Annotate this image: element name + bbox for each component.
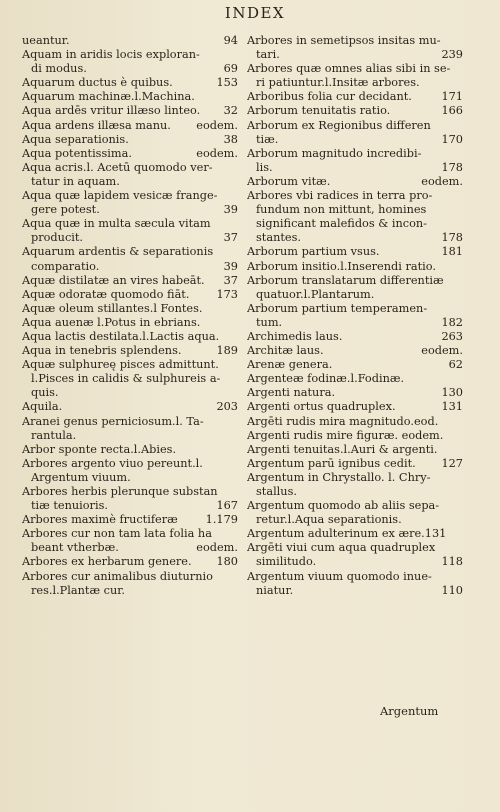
page-reference: 127 — [441, 456, 463, 470]
entry-text: Arbores cur animalibus diuturnio — [22, 569, 213, 583]
entry-text: comparatio. — [31, 259, 100, 273]
index-entry — [247, 189, 465, 245]
index-entry — [22, 485, 240, 513]
entry-text: Arbores ex herbarum genere. — [22, 555, 192, 569]
index-entry — [22, 189, 240, 217]
entry-line — [247, 485, 465, 499]
page-reference: 69 — [223, 62, 238, 76]
entry-text: quis. — [31, 386, 59, 400]
entry-text: similitudo. — [256, 555, 317, 569]
index-entry — [247, 400, 465, 414]
entry-text: gere potest. — [31, 203, 100, 217]
entry-line — [247, 203, 465, 217]
entry-line — [247, 189, 465, 203]
entry-text: Argenti tenuitas.l.Auri & argenti. — [247, 442, 438, 456]
entry-text: Aqua quæ in multa sæcula vitam — [22, 217, 211, 231]
entry-line — [22, 584, 240, 598]
index-entry — [22, 457, 240, 485]
index-entry — [247, 260, 465, 274]
page-reference: 62 — [448, 358, 463, 372]
entry-text: Argenti natura. — [247, 386, 336, 400]
entry-text: Arborum partium vsus. — [247, 245, 380, 259]
page-reference: eodem. — [421, 174, 463, 188]
index-entry — [22, 274, 240, 288]
entry-line — [247, 288, 465, 302]
entry-line — [247, 302, 465, 316]
entry-line — [247, 372, 465, 386]
entry-text: Argēti rudis mira magnitudo.eod. — [247, 414, 439, 428]
entry-text: ri patiuntur.l.Insitæ arbores. — [256, 76, 420, 90]
index-entry — [22, 76, 240, 90]
entry-text: Architæ laus. — [247, 344, 324, 358]
index-entry — [22, 34, 240, 48]
entry-line — [247, 133, 465, 147]
entry-line — [247, 400, 465, 414]
index-entry — [247, 344, 465, 358]
entry-line — [247, 330, 465, 344]
entry-text: Arborum translatarum differentiæ — [247, 273, 444, 287]
entry-line — [247, 316, 465, 330]
entry-line — [22, 429, 240, 443]
entry-text: Arboribus folia cur decidant. — [247, 90, 412, 104]
entry-text: Arbores maximè fructiferæ — [22, 513, 178, 527]
index-entry — [22, 358, 240, 400]
entry-line — [22, 76, 240, 90]
entry-text: stantes. — [256, 231, 301, 245]
entry-text: Argenti rudis mire figuræ. eodem. — [247, 428, 444, 442]
entry-text: Argentum viuum. — [31, 470, 131, 484]
entry-line — [22, 217, 240, 231]
index-entry — [22, 245, 240, 273]
index-entry — [247, 527, 465, 541]
page-reference: 263 — [441, 329, 463, 343]
entry-line — [247, 175, 465, 189]
page-reference: 37 — [223, 231, 238, 245]
entry-line — [247, 344, 465, 358]
entry-line — [22, 386, 240, 400]
page-reference: 180 — [216, 555, 238, 569]
entry-text: Aqua ardēs vritur illæso linteo. — [22, 104, 201, 118]
entry-line — [22, 485, 240, 499]
entry-text: Aquarum ardentis & separationis — [22, 245, 214, 259]
entry-line — [22, 274, 240, 288]
page-reference: 118 — [441, 555, 463, 569]
entry-text: Arbor sponte recta.l.Abies. — [22, 442, 177, 456]
page-reference: eodem. — [421, 344, 463, 358]
page-reference: 131 — [441, 400, 463, 414]
entry-line — [247, 245, 465, 259]
entry-text: Arbores quæ omnes alias sibi in se- — [247, 62, 451, 76]
entry-text: ueantur. — [22, 34, 70, 47]
entry-text: Archimedis laus. — [247, 329, 343, 343]
index-entry — [247, 415, 465, 429]
index-entry — [247, 175, 465, 189]
index-entry — [22, 570, 240, 598]
entry-text: Aqua potentissima. — [22, 146, 132, 160]
entry-line — [22, 104, 240, 118]
index-entry — [247, 245, 465, 259]
entry-text: rantula. — [31, 428, 77, 442]
entry-line — [247, 570, 465, 584]
entry-line — [247, 161, 465, 175]
entry-text: tatur in aquam. — [31, 174, 120, 188]
index-entry — [22, 48, 240, 76]
entry-line — [22, 471, 240, 485]
entry-text: Aquam in aridis locis exploran- — [22, 48, 200, 62]
entry-line — [22, 555, 240, 569]
page-reference: 130 — [441, 386, 463, 400]
page-reference: eodem. — [196, 541, 238, 555]
entry-text: Aquila. — [22, 400, 63, 414]
page-reference: 173 — [216, 287, 238, 301]
index-entry — [22, 316, 240, 330]
entry-line — [22, 133, 240, 147]
entry-line — [22, 147, 240, 161]
entry-line — [22, 260, 240, 274]
entry-line — [22, 513, 240, 527]
entry-line — [247, 513, 465, 527]
entry-line — [247, 541, 465, 555]
page-reference: 239 — [441, 48, 463, 62]
index-entry — [22, 443, 240, 457]
entry-text: Argenti ortus quadruplex. — [247, 400, 396, 414]
index-entry — [22, 288, 240, 302]
index-entry — [247, 147, 465, 175]
page-reference: 189 — [216, 344, 238, 358]
entry-text: Aquæ sulphureę pisces admittunt. — [22, 358, 219, 372]
entry-line — [22, 161, 240, 175]
index-entry — [247, 443, 465, 457]
entry-text: Aquæ distilatæ an vires habeāt. — [22, 273, 205, 287]
page-reference: 37 — [223, 273, 238, 287]
entry-line — [247, 147, 465, 161]
entry-line — [247, 90, 465, 104]
index-column-right — [247, 34, 465, 598]
page-reference: 170 — [441, 132, 463, 146]
index-entry — [22, 217, 240, 245]
entry-line — [247, 471, 465, 485]
entry-line — [22, 34, 240, 48]
page-reference: 38 — [223, 132, 238, 146]
entry-text: Aquarum machinæ.l.Machina. — [22, 90, 195, 104]
entry-text: tum. — [256, 315, 283, 329]
entry-line — [22, 231, 240, 245]
entry-line — [247, 527, 465, 541]
entry-line — [22, 203, 240, 217]
entry-line — [22, 175, 240, 189]
page-reference: 178 — [441, 160, 463, 174]
entry-text: Arborum vitæ. — [247, 174, 331, 188]
entry-line — [247, 429, 465, 443]
entry-text: Aquæ odoratæ quomodo fiāt. — [22, 287, 190, 301]
entry-line — [247, 499, 465, 513]
entry-text: Arbores vbi radices in terra pro- — [247, 189, 433, 203]
index-entry — [247, 457, 465, 471]
page-reference: eodem. — [196, 118, 238, 132]
entry-line — [22, 443, 240, 457]
index-entry — [247, 499, 465, 527]
index-entry — [22, 147, 240, 161]
index-entry — [247, 104, 465, 118]
entry-line — [22, 189, 240, 203]
entry-text: Aqua lactis destilata.l.Lactis aqua. — [22, 329, 220, 343]
index-entry — [22, 555, 240, 569]
page-reference: 94 — [223, 34, 238, 47]
entry-line — [22, 90, 240, 104]
entry-text: stallus. — [256, 485, 297, 498]
index-entry — [22, 133, 240, 147]
entry-line — [22, 119, 240, 133]
entry-line — [247, 34, 465, 48]
index-entry — [247, 471, 465, 499]
entry-text: res.l.Plantæ cur. — [31, 583, 126, 597]
entry-text: significant malefidos & incon- — [256, 217, 427, 231]
entry-line — [22, 48, 240, 62]
entry-text: Aquarum ductus è quibus. — [22, 76, 173, 90]
entry-line — [247, 119, 465, 133]
index-entry — [22, 302, 240, 316]
entry-text: Arbores herbis plerunque substan — [22, 485, 218, 498]
entry-line — [247, 48, 465, 62]
entry-text: Arenæ genera. — [247, 358, 333, 372]
index-entry — [22, 527, 240, 555]
entry-text: Arborum partium temperamen- — [247, 301, 428, 315]
entry-text: niatur. — [256, 583, 294, 597]
entry-line — [247, 260, 465, 274]
entry-text: Aranei genus perniciosum.l. Ta- — [22, 414, 204, 428]
entry-line — [22, 245, 240, 259]
entry-text: Argentum in Chrystallo. l. Chry- — [247, 470, 431, 484]
entry-text: Argentum parū ignibus cedit. — [247, 456, 416, 470]
index-entry — [22, 330, 240, 344]
page-reference: eodem. — [196, 146, 238, 160]
catchword: Argentum — [380, 704, 439, 718]
entry-line — [247, 386, 465, 400]
index-entry — [247, 302, 465, 330]
entry-text: Aqua auenæ l.Potus in ebrians. — [22, 315, 201, 329]
entry-text: Argenteæ fodinæ.l.Fodinæ. — [247, 372, 405, 386]
entry-text: di modus. — [31, 62, 87, 76]
entry-line — [247, 104, 465, 118]
entry-line — [22, 358, 240, 372]
index-entry — [22, 415, 240, 443]
entry-text: lis. — [256, 160, 273, 174]
entry-line — [247, 358, 465, 372]
entry-line — [22, 400, 240, 414]
index-entry — [247, 119, 465, 147]
index-entry — [247, 90, 465, 104]
page-reference: 181 — [441, 245, 463, 259]
index-entry — [247, 330, 465, 344]
entry-text: Aqua acris.l. Acetū quomodo ver- — [22, 160, 213, 174]
entry-line — [22, 316, 240, 330]
entry-text: tiæ tenuioris. — [31, 499, 108, 513]
entry-text: Argēti viui cum aqua quadruplex — [247, 541, 436, 555]
running-head-title: INDEX — [224, 4, 286, 22]
entry-line — [22, 288, 240, 302]
entry-line — [247, 415, 465, 429]
page-reference: 39 — [223, 203, 238, 217]
entry-text: Aqua ardens illæsa manu. — [22, 118, 171, 132]
entry-text: quatuor.l.Plantarum. — [256, 287, 375, 301]
index-entry — [247, 34, 465, 62]
index-entry — [247, 541, 465, 569]
page-reference: 203 — [216, 400, 238, 414]
entry-text: beant vtherbæ. — [31, 541, 119, 555]
index-entry — [247, 358, 465, 372]
entry-line — [247, 584, 465, 598]
entry-text: Aqua in tenebris splendens. — [22, 344, 182, 358]
entry-line — [247, 231, 465, 245]
entry-text: Aqua separationis. — [22, 132, 129, 146]
index-entry — [22, 119, 240, 133]
page-reference: 32 — [223, 104, 238, 118]
entry-line — [22, 457, 240, 471]
entry-text: tiæ. — [256, 132, 279, 146]
entry-text: Arborum insitio.l.Inserendi ratio. — [247, 259, 436, 273]
page-reference: 110 — [441, 583, 463, 597]
entry-text: fundum non mittunt, homines — [256, 203, 427, 217]
entry-line — [247, 457, 465, 471]
entry-line — [22, 527, 240, 541]
page-reference: 166 — [441, 104, 463, 118]
entry-text: Arborum ex Regionibus differen — [247, 118, 431, 132]
page-reference: 1.179 — [205, 513, 238, 527]
entry-text: Arborum tenuitatis ratio. — [247, 104, 391, 118]
index-entry — [247, 570, 465, 598]
entry-text: Argentum quomodo ab aliis sepa- — [247, 499, 440, 513]
index-entry — [247, 274, 465, 302]
page-reference: 182 — [441, 315, 463, 329]
entry-text: Arbores cur non tam lata folia ha — [22, 527, 212, 541]
page-reference: 153 — [216, 76, 238, 90]
entry-line — [22, 570, 240, 584]
entry-line — [22, 302, 240, 316]
entry-line — [247, 555, 465, 569]
entry-text: Arbores argento viuo pereunt.l. — [22, 456, 203, 470]
index-entry — [22, 90, 240, 104]
index-entry — [22, 513, 240, 527]
entry-text: Aquæ oleum stillantes.l Fontes. — [22, 301, 203, 315]
index-entry — [22, 161, 240, 189]
entry-line — [247, 76, 465, 90]
entry-text: tari. — [256, 48, 280, 62]
entry-line — [22, 62, 240, 76]
page-reference: 39 — [223, 259, 238, 273]
entry-line — [247, 443, 465, 457]
entry-text: Argentum adulterinum ex ære.131 — [247, 527, 447, 541]
index-entry — [247, 429, 465, 443]
index-column-left — [22, 34, 240, 598]
entry-text: retur.l.Aqua separationis. — [256, 513, 402, 527]
running-head — [200, 4, 310, 22]
entry-line — [22, 541, 240, 555]
page-reference: 171 — [441, 90, 463, 104]
entry-text: producit. — [31, 231, 84, 245]
entry-text: Arbores in semetipsos insitas mu- — [247, 34, 441, 47]
entry-line — [22, 330, 240, 344]
index-entry — [247, 386, 465, 400]
entry-line — [22, 415, 240, 429]
page-reference: 167 — [216, 499, 238, 513]
entry-line — [247, 62, 465, 76]
index-entry — [247, 372, 465, 386]
entry-line — [22, 499, 240, 513]
entry-line — [247, 274, 465, 288]
entry-text: l.Pisces in calidis & sulphureis a- — [31, 372, 221, 386]
index-entry — [22, 400, 240, 414]
page-reference: 178 — [441, 231, 463, 245]
entry-line — [247, 217, 465, 231]
entry-text: Argentum viuum quomodo inue- — [247, 569, 432, 583]
entry-text: Arborum magnitudo incredibi- — [247, 146, 422, 160]
entry-line — [22, 344, 240, 358]
entry-line — [22, 372, 240, 386]
index-entry — [22, 104, 240, 118]
index-entry — [22, 344, 240, 358]
entry-text: Aqua quæ lapidem vesicæ frange- — [22, 189, 218, 203]
index-entry — [247, 62, 465, 90]
